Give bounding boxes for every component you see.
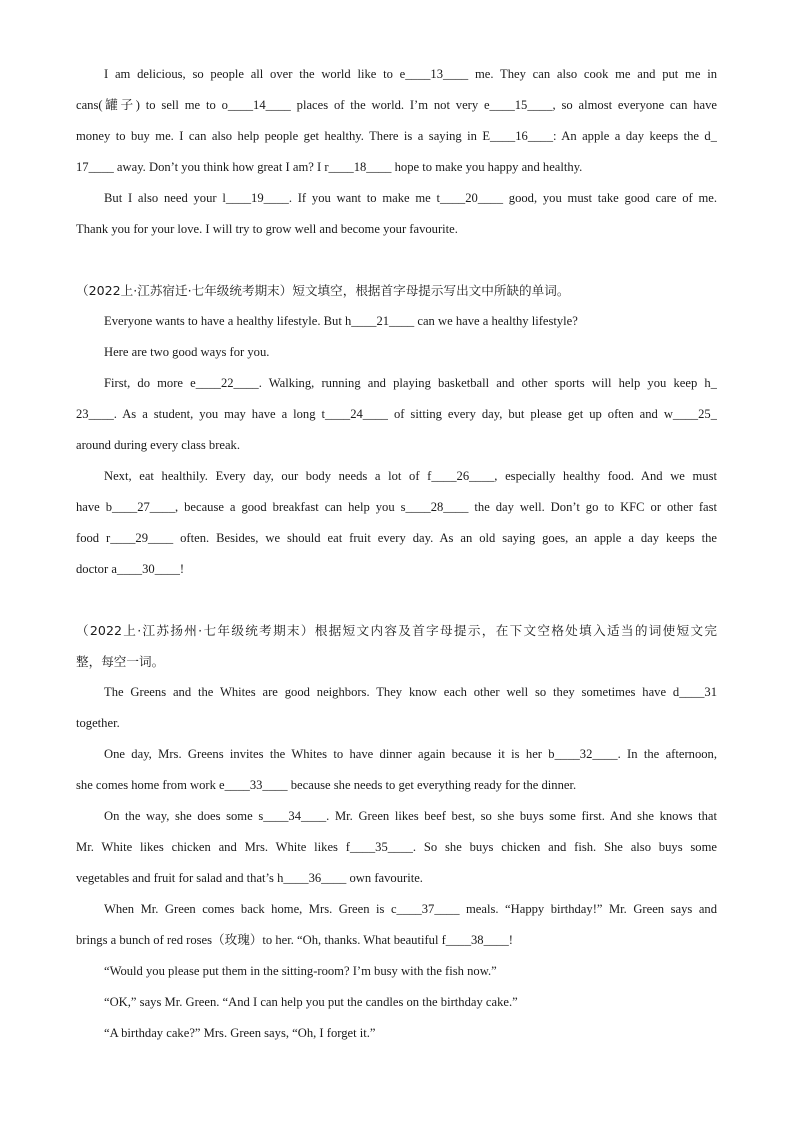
passage3-line: One day, Mrs. Greens invites the Whites to have dinner again because it is her b____32____. In the afternoon,	[104, 747, 717, 761]
passage1-line: I am delicious, so people all over the world like to e____13____ me. They can also cook me and put me in	[104, 67, 717, 81]
passage1-line: money to buy me. I can also help people get healthy. There is a saying in E____16____: An apple a day keeps the d_	[76, 129, 717, 143]
passage1-line: 17____ away. Don’t you think how great I am? I r____18____ hope to make you happy and healthy.	[76, 160, 583, 174]
passage3-line: The Greens and the Whites are good neighbors. They know each other well so they sometimes have d____31	[104, 685, 717, 699]
section-gap	[76, 585, 717, 615]
passage3-line: When Mr. Green comes back home, Mrs. Green is c____37____ meals. “Happy birthday!” Mr. Green says and	[104, 902, 717, 916]
section3-heading: （2022上·江苏扬州·七年级统考期末）根据短文内容及首字母提示，在下文空格处填入适当的词使短文完	[76, 623, 717, 638]
passage3-line: she comes home from work e____33____ because she needs to get everything ready for the dinner.	[76, 778, 577, 792]
passage2-line: Here are two good ways for you.	[104, 345, 270, 359]
passage1-line: Thank you for your love. I will try to grow well and become your favourite.	[76, 222, 458, 236]
passage3-line: Mr. White likes chicken and Mrs. White likes f____35____. So she buys chicken and fish. She also buys some	[76, 840, 717, 854]
section-gap	[76, 245, 717, 275]
passage2-line: around during every class break.	[76, 438, 241, 452]
passage2-line: have b____27____, because a good breakfast can help you s____28____ the day well. Don’t go to KFC or other fast	[76, 500, 717, 514]
passage3-line: vegetables and fruit for salad and that’s h____36____ own favourite.	[76, 871, 423, 885]
passage3-line: On the way, she does some s____34____. Mr. Green likes beef best, so she buys some first. And she knows that	[104, 809, 717, 823]
passage1-line: But I also need your l____19____. If you want to make me t____20____ good, you must take good care of me.	[104, 191, 717, 205]
section3-heading-continued: 整，每空一词。	[76, 654, 165, 669]
passage2-line: food r____29____ often. Besides, we should eat fruit every day. As an old saying goes, an apple a day keeps the	[76, 531, 717, 545]
passage2-line: Next, eat healthily. Every day, our body needs a lot of f____26____, especially healthy food. And we must	[104, 469, 717, 483]
section2-heading: （2022上·江苏宿迁·七年级统考期末）短文填空，根据首字母提示写出文中所缺的单词。	[76, 283, 570, 298]
passage2-line: doctor a____30____!	[76, 562, 185, 576]
passage2-line: 23____. As a student, you may have a long t____24____ of sitting every day, but please get up often and w____25_	[76, 407, 717, 421]
passage3-line: “OK,” says Mr. Green. “And I can help you put the candles on the birthday cake.”	[104, 995, 518, 1009]
passage1-line: cans(罐子) to sell me to o____14____ places of the world. I’m not very e____15____, so almost everyone can have	[76, 98, 717, 112]
passage2-line: First, do more e____22____. Walking, running and playing basketball and other sports will help you keep h_	[104, 376, 717, 390]
passage3-line: together.	[76, 716, 120, 730]
document-page	[76, 59, 717, 1049]
passage2-line: Everyone wants to have a healthy lifestyle. But h____21____ can we have a healthy lifestyle?	[104, 314, 578, 328]
passage3-line: “A birthday cake?” Mrs. Green says, “Oh, I forget it.”	[104, 1026, 376, 1040]
passage3-line: brings a bunch of red roses（玫瑰）to her. “Oh, thanks. What beautiful f____38____!	[76, 933, 513, 947]
passage3-line: “Would you please put them in the sitting-room? I’m busy with the fish now.”	[104, 964, 497, 978]
